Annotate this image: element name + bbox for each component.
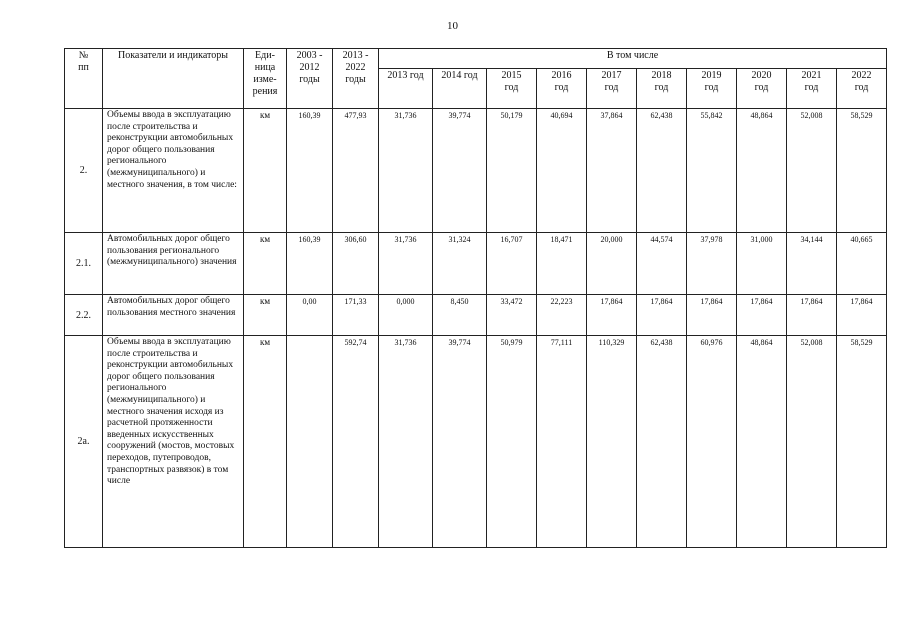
row-value-year: 31,324: [433, 233, 487, 295]
header-year: 2022 год: [837, 69, 887, 109]
row-number: 2.: [65, 109, 103, 233]
row-value-year: 77,111: [537, 336, 587, 548]
row-value-year: 39,774: [433, 336, 487, 548]
row-value-year: 31,736: [379, 109, 433, 233]
row-value-year: 17,864: [587, 295, 637, 336]
row-value-year: 18,471: [537, 233, 587, 295]
header-indicators: Показатели и индикаторы: [103, 49, 244, 109]
header-year: 2018 год: [637, 69, 687, 109]
row-indicator: Автомобильных дорог общего пользования регионального (межмуниципального) значения: [103, 233, 244, 295]
row-unit: км: [244, 336, 287, 548]
row-value-year: 37,978: [687, 233, 737, 295]
row-value-year: 58,529: [837, 336, 887, 548]
row-number: 2.1.: [65, 233, 103, 295]
row-value-year: 62,438: [637, 336, 687, 548]
row-value-year: 8,450: [433, 295, 487, 336]
row-value-year: 37,864: [587, 109, 637, 233]
row-value-year: 33,472: [487, 295, 537, 336]
row-value-2013-2022: 306,60: [333, 233, 379, 295]
row-value-year: 40,665: [837, 233, 887, 295]
row-value-year: 55,842: [687, 109, 737, 233]
row-value-year: 52,008: [787, 109, 837, 233]
header-year: 2013 год: [379, 69, 433, 109]
row-value-year: 31,736: [379, 336, 433, 548]
header-year: 2021 год: [787, 69, 837, 109]
row-value-year: 110,329: [587, 336, 637, 548]
row-value-year: 58,529: [837, 109, 887, 233]
row-value-year: 62,438: [637, 109, 687, 233]
row-value-year: 44,574: [637, 233, 687, 295]
row-unit: км: [244, 233, 287, 295]
row-value-2013-2022: 171,33: [333, 295, 379, 336]
row-value-year: 60,976: [687, 336, 737, 548]
row-value-year: 17,864: [787, 295, 837, 336]
header-year: 2015 год: [487, 69, 537, 109]
row-unit: км: [244, 295, 287, 336]
row-value-2013-2022: 477,93: [333, 109, 379, 233]
row-value-year: 48,864: [737, 109, 787, 233]
header-num: № пп: [65, 49, 103, 109]
row-value-2003-2012: 160,39: [287, 109, 333, 233]
row-value-2013-2022: 592,74: [333, 336, 379, 548]
page-number: 10: [447, 20, 458, 32]
row-value-year: 16,707: [487, 233, 537, 295]
row-value-year: 17,864: [687, 295, 737, 336]
row-value-2003-2012: 0,00: [287, 295, 333, 336]
row-value-year: 0,000: [379, 295, 433, 336]
row-value-year: 39,774: [433, 109, 487, 233]
row-value-year: 17,864: [737, 295, 787, 336]
header-year: 2020 год: [737, 69, 787, 109]
header-period-2013-2022: 2013 - 2022 годы: [333, 49, 379, 109]
row-value-year: 22,223: [537, 295, 587, 336]
row-indicator: Объемы ввода в эксплуатацию после строительства и реконструкции автомобильных дорог общего пользования регионального (межмуниципального) и местного значения, в том числе:: [103, 109, 244, 233]
header-including: В том числе: [379, 49, 887, 69]
row-value-year: 40,694: [537, 109, 587, 233]
row-number: 2а.: [65, 336, 103, 548]
row-value-year: 34,144: [787, 233, 837, 295]
row-unit: км: [244, 109, 287, 233]
header-row-1: [65, 49, 887, 69]
row-value-2003-2012: [287, 336, 333, 548]
header-year: 2016 год: [537, 69, 587, 109]
row-value-year: 20,000: [587, 233, 637, 295]
row-value-year: 50,179: [487, 109, 537, 233]
table-row: [65, 233, 887, 295]
header-period-2003-2012: 2003 - 2012 годы: [287, 49, 333, 109]
table-row: [65, 109, 887, 233]
row-indicator: Объемы ввода в эксплуатацию после строительства и реконструкции автомобильных дорог общего пользования регионального (межмуниципального) и местного значения исходя из расчетной протяженности введенных искусственных сооружений (мостов, мостовых переходов, путепроводов, транспортных развязок) в том числе: [103, 336, 244, 548]
row-value-year: 52,008: [787, 336, 837, 548]
header-year: 2014 год: [433, 69, 487, 109]
table-row: [65, 295, 887, 336]
header-year: 2017 год: [587, 69, 637, 109]
row-value-year: 17,864: [637, 295, 687, 336]
header-unit: Еди- ница изме- рения: [244, 49, 287, 109]
table-row: [65, 336, 887, 548]
row-number: 2.2.: [65, 295, 103, 336]
row-value-year: 50,979: [487, 336, 537, 548]
row-value-2003-2012: 160,39: [287, 233, 333, 295]
indicators-table: [64, 48, 887, 548]
header-year: 2019 год: [687, 69, 737, 109]
row-value-year: 48,864: [737, 336, 787, 548]
row-indicator: Автомобильных дорог общего пользования местного значения: [103, 295, 244, 336]
row-value-year: 31,736: [379, 233, 433, 295]
row-value-year: 31,000: [737, 233, 787, 295]
row-value-year: 17,864: [837, 295, 887, 336]
